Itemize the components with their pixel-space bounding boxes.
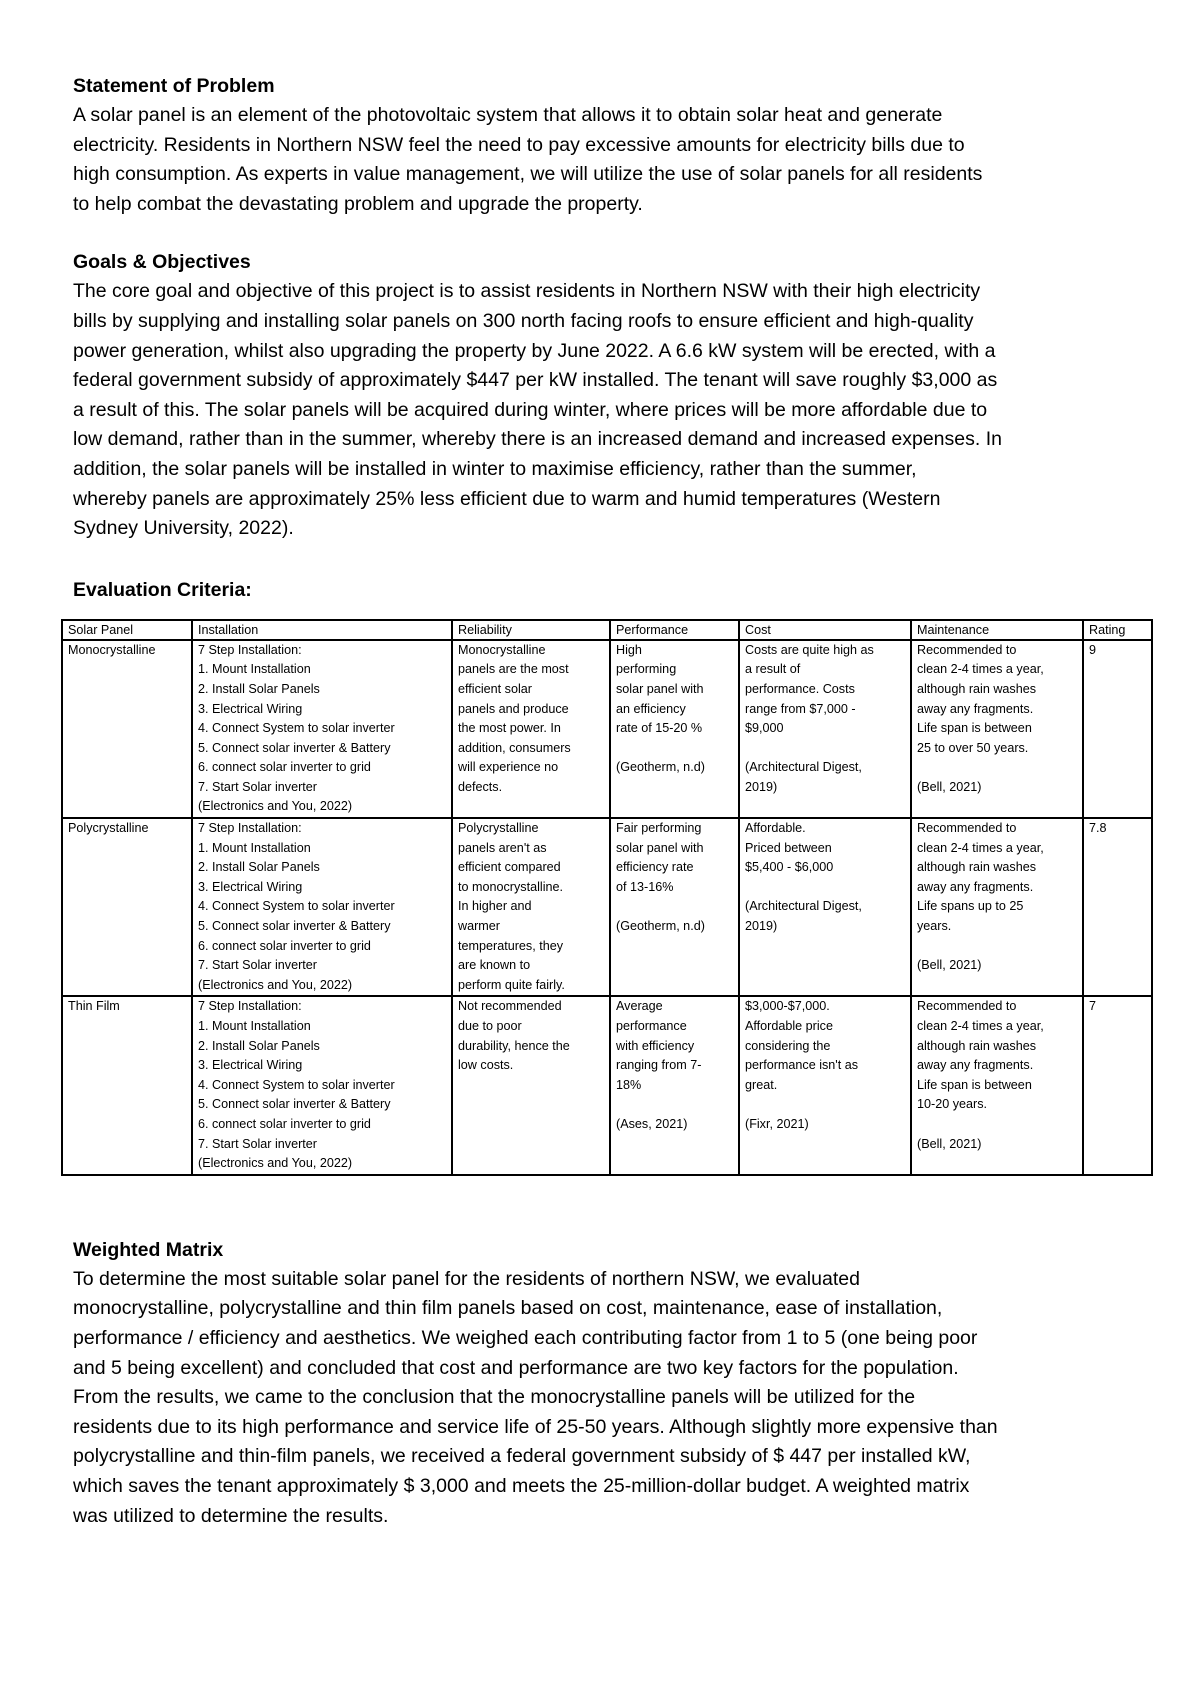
cell-text: 7. Start Solar inverter	[198, 958, 317, 973]
cell-text: are known to	[458, 958, 531, 973]
cell-text: Costs are quite high as	[745, 642, 874, 657]
performance-cell	[610, 818, 739, 996]
cell-text: 7.8	[1089, 821, 1107, 836]
cell-text: low costs.	[458, 1058, 514, 1073]
column-header: Reliability	[452, 620, 610, 640]
cell-text: panels are the most	[458, 662, 569, 677]
cell-text: addition, consumers	[458, 740, 571, 755]
paragraph-line: polycrystalline and thin-film panels, we received a federal government subsidy of $ 447 per installed kW,	[73, 1445, 971, 1468]
blank-line	[745, 739, 905, 759]
cell-text: Polycrystalline	[458, 821, 539, 836]
column-header: Cost	[739, 620, 911, 640]
cell-text: years.	[917, 919, 952, 934]
cell-text: 10-20 years.	[917, 1097, 988, 1112]
cell-text: 25 to over 50 years.	[917, 740, 1029, 755]
cell-text: Average	[616, 999, 663, 1014]
cell-text: (Ases, 2021)	[616, 1116, 688, 1131]
blank-line	[917, 1115, 1077, 1135]
blank-line	[745, 1095, 905, 1115]
panel-type-cell	[62, 640, 192, 818]
document-page	[68, 72, 1133, 1531]
paragraph-line: power generation, whilst also upgrading the property by June 2022. A 6.6 kW system will be erected, with a	[73, 339, 996, 362]
cell-text: 7 Step Installation:	[198, 821, 302, 836]
cell-text: 7 Step Installation:	[198, 642, 302, 657]
cell-text: (Geotherm, n.d)	[616, 760, 705, 775]
cell-text: rate of 15-20 %	[616, 721, 703, 736]
paragraph-line: whereby panels are approximately 25% less efficient due to warm and humid temperatures (Western	[73, 487, 941, 510]
cell-text: efficient solar	[458, 681, 532, 696]
cell-text: will experience no	[458, 760, 559, 775]
cell-text: (Bell, 2021)	[917, 1136, 982, 1151]
cell-text: warmer	[458, 919, 500, 934]
cell-text: 6. connect solar inverter to grid	[198, 1116, 371, 1131]
cell-text: away any fragments.	[917, 701, 1034, 716]
table-body	[62, 640, 1152, 1175]
performance-cell	[610, 996, 739, 1174]
blank-line	[616, 1095, 733, 1115]
cell-text: perform quite fairly.	[458, 977, 565, 992]
cell-text: Recommended to	[917, 999, 1017, 1014]
cell-text: performance	[616, 1019, 687, 1033]
cell-text: 9	[1089, 642, 1097, 657]
table-row	[62, 640, 1152, 818]
cell-text: 4. Connect System to solar inverter	[198, 1077, 395, 1092]
cell-text: 1. Mount Installation	[198, 662, 311, 677]
blank-line	[917, 937, 1077, 957]
reliability-cell	[452, 640, 610, 818]
paragraph-line: a result of this. The solar panels will be acquired during winter, where prices will be more affordable due to	[73, 398, 988, 421]
cell-text: performance. Costs	[745, 681, 855, 696]
cell-text: $3,000-$7,000.	[745, 999, 830, 1014]
paragraph-line: performance / efficiency and aesthetics. We weighed each contributing factor from 1 to 5 (one being poor	[73, 1326, 978, 1349]
panel-type-cell	[62, 996, 192, 1174]
cell-text: ranging from 7-	[616, 1058, 702, 1073]
column-header: Performance	[610, 620, 739, 640]
paragraph-line: The core goal and objective of this project is to assist residents in Northern NSW with their high electricity	[73, 280, 981, 303]
cell-text: although rain washes	[917, 860, 1037, 875]
cell-text: range from $7,000 -	[745, 701, 856, 716]
paragraph-line: high consumption. As experts in value management, we will utilize the use of solar panels for all residents	[73, 163, 983, 186]
table-row	[62, 996, 1152, 1174]
cell-text: 4. Connect System to solar inverter	[198, 721, 395, 736]
cell-text: Recommended to	[917, 821, 1017, 836]
cell-text: due to poor	[458, 1019, 522, 1033]
cell-text: Monocrystalline	[68, 642, 156, 657]
goals-heading: Goals & Objectives	[73, 251, 251, 274]
cell-text: 1. Mount Installation	[198, 1019, 311, 1033]
paragraph-line: federal government subsidy of approximately $447 per kW installed. The tenant will save roughly $3,000 as	[73, 369, 998, 392]
cell-text: away any fragments.	[917, 1058, 1034, 1073]
column-header: Rating	[1083, 620, 1152, 640]
blank-line	[616, 739, 733, 759]
cell-text: Priced between	[745, 840, 832, 855]
cell-text: defects.	[458, 779, 503, 794]
paragraph-line: and 5 being excellent) and concluded that cost and performance are two key factors for the population.	[73, 1356, 959, 1379]
paragraph-line: was utilized to determine the results.	[73, 1504, 389, 1527]
weighted-paragraph	[73, 1265, 1133, 1531]
reliability-cell	[452, 818, 610, 996]
paragraph-line: electricity. Residents in Northern NSW feel the need to pay excessive amounts for electricity bills due to	[73, 133, 965, 156]
paragraph-line: monocrystalline, polycrystalline and thin film panels based on cost, maintenance, ease of installation,	[73, 1297, 943, 1320]
cell-text: 6. connect solar inverter to grid	[198, 760, 371, 775]
cell-text: Affordable price	[745, 1019, 833, 1033]
paragraph-line: residents due to its high performance and service life of 25-50 years. Although slightly more expensive than	[73, 1415, 998, 1438]
installation-cell	[192, 996, 452, 1174]
cell-text: clean 2-4 times a year,	[917, 662, 1044, 677]
cell-text: 5. Connect solar inverter & Battery	[198, 740, 391, 755]
cell-text: solar panel with	[616, 681, 704, 696]
cell-text: 1. Mount Installation	[198, 840, 311, 855]
cell-text: (Geotherm, n.d)	[616, 919, 705, 934]
cell-text: Polycrystalline	[68, 821, 149, 836]
evaluation-criteria-table	[61, 619, 1153, 1176]
cell-text: Affordable.	[745, 821, 806, 836]
paragraph-line: bills by supplying and installing solar panels on 300 north facing roofs to ensure efficient and high-quality	[73, 309, 974, 332]
cell-text: clean 2-4 times a year,	[917, 1019, 1044, 1033]
cell-text: solar panel with	[616, 840, 704, 855]
column-header: Solar Panel	[62, 620, 192, 640]
statement-heading: Statement of Problem	[73, 75, 275, 97]
cell-text: durability, hence the	[458, 1038, 570, 1053]
cell-text: $9,000	[745, 721, 784, 736]
paragraph-line: Sydney University, 2022).	[73, 517, 294, 540]
maintenance-cell	[911, 996, 1083, 1174]
maintenance-cell	[911, 640, 1083, 818]
panel-type-cell	[62, 818, 192, 996]
cell-text: of 13-16%	[616, 879, 674, 894]
column-header: Maintenance	[911, 620, 1083, 640]
performance-cell	[610, 640, 739, 818]
cell-text: to monocrystalline.	[458, 879, 563, 894]
paragraph-line: to help combat the devastating problem and upgrade the property.	[73, 192, 643, 215]
cell-text: Fair performing	[616, 821, 702, 836]
cell-text: 4. Connect System to solar inverter	[198, 899, 395, 914]
cell-text: 2. Install Solar Panels	[198, 681, 320, 696]
cell-text: 3. Electrical Wiring	[198, 701, 303, 716]
blank-line	[616, 897, 733, 917]
cell-text: Thin Film	[68, 999, 120, 1014]
rating-cell	[1083, 818, 1152, 996]
cell-text: 3. Electrical Wiring	[198, 1058, 303, 1073]
reliability-cell	[452, 996, 610, 1174]
cell-text: the most power. In	[458, 721, 561, 736]
table-row	[62, 818, 1152, 996]
weighted-heading: Weighted Matrix	[73, 1238, 224, 1261]
paragraph-line: A solar panel is an element of the photovoltaic system that allows it to obtain solar heat and generate	[73, 104, 943, 126]
cell-text: In higher and	[458, 899, 532, 914]
cell-text: great.	[745, 1077, 778, 1092]
cell-text: Life span is between	[917, 721, 1032, 736]
statement-paragraph	[73, 101, 1133, 219]
cell-text: temperatures, they	[458, 938, 563, 953]
cell-text: although rain washes	[917, 681, 1037, 696]
cell-text: a result of	[745, 662, 801, 677]
column-header: Installation	[192, 620, 452, 640]
cell-text: High	[616, 642, 642, 657]
paragraph-line: From the results, we came to the conclusion that the monocrystalline panels will be utilized for the	[73, 1386, 916, 1409]
rating-cell	[1083, 996, 1152, 1174]
cell-text: clean 2-4 times a year,	[917, 840, 1044, 855]
cell-text: (Electronics and You, 2022)	[198, 799, 353, 814]
rating-cell	[1083, 640, 1152, 818]
cell-text: Recommended to	[917, 642, 1017, 657]
cell-text: Life spans up to 25	[917, 899, 1024, 914]
maintenance-cell	[911, 818, 1083, 996]
cell-text: Life span is between	[917, 1077, 1032, 1092]
cell-text: Monocrystalline	[458, 642, 546, 657]
cell-text: performance isn't as	[745, 1058, 858, 1073]
cell-text: 2019)	[745, 919, 778, 934]
cell-text: (Bell, 2021)	[917, 779, 982, 794]
cell-text: 5. Connect solar inverter & Battery	[198, 919, 391, 934]
cell-text: (Architectural Digest,	[745, 899, 862, 914]
blank-line	[917, 758, 1077, 778]
cost-cell	[739, 996, 911, 1174]
cell-text: $5,400 - $6,000	[745, 860, 834, 875]
cell-text: 7	[1089, 999, 1097, 1014]
cell-text: (Electronics and You, 2022)	[198, 977, 353, 992]
paragraph-line: To determine the most suitable solar panel for the residents of northern NSW, we evaluated	[73, 1267, 860, 1290]
cell-text: 7. Start Solar inverter	[198, 779, 317, 794]
cell-text: 7. Start Solar inverter	[198, 1136, 317, 1151]
cell-text: (Architectural Digest,	[745, 760, 862, 775]
paragraph-line: which saves the tenant approximately $ 3,000 and meets the 25-million-dollar budget. A weighted matrix	[73, 1474, 970, 1497]
cell-text: Not recommended	[458, 999, 562, 1014]
cell-text: (Bell, 2021)	[917, 958, 982, 973]
table-header-row	[62, 620, 1152, 640]
installation-cell	[192, 818, 452, 996]
evaluation-heading: Evaluation Criteria:	[73, 578, 252, 601]
cell-text: 7 Step Installation:	[198, 999, 302, 1014]
cell-text: 2. Install Solar Panels	[198, 860, 320, 875]
cell-text: efficiency rate	[616, 860, 694, 875]
cell-text: although rain washes	[917, 1038, 1037, 1053]
cost-cell	[739, 818, 911, 996]
cell-text: 5. Connect solar inverter & Battery	[198, 1097, 391, 1112]
cost-cell	[739, 640, 911, 818]
cell-text: (Electronics and You, 2022)	[198, 1156, 353, 1171]
cell-text: 2. Install Solar Panels	[198, 1038, 320, 1053]
cell-text: performing	[616, 662, 677, 677]
cell-text: an efficiency	[616, 701, 686, 716]
goals-paragraph	[73, 277, 1133, 543]
cell-text: away any fragments.	[917, 879, 1034, 894]
paragraph-line: low demand, rather than in the summer, whereby there is an increased demand and increased expenses. In	[73, 428, 1002, 451]
cell-text: 18%	[616, 1077, 642, 1092]
cell-text: efficient compared	[458, 860, 561, 875]
cell-text: (Fixr, 2021)	[745, 1116, 809, 1131]
paragraph-line: addition, the solar panels will be installed in winter to maximise efficiency, rather than the summer,	[73, 457, 917, 480]
cell-text: 6. connect solar inverter to grid	[198, 938, 371, 953]
cell-text: panels and produce	[458, 701, 569, 716]
cell-text: considering the	[745, 1038, 831, 1053]
cell-text: panels aren't as	[458, 840, 547, 855]
cell-text: 2019)	[745, 779, 778, 794]
installation-cell	[192, 640, 452, 818]
cell-text: with efficiency	[616, 1038, 695, 1053]
blank-line	[745, 878, 905, 898]
cell-text: 3. Electrical Wiring	[198, 879, 303, 894]
